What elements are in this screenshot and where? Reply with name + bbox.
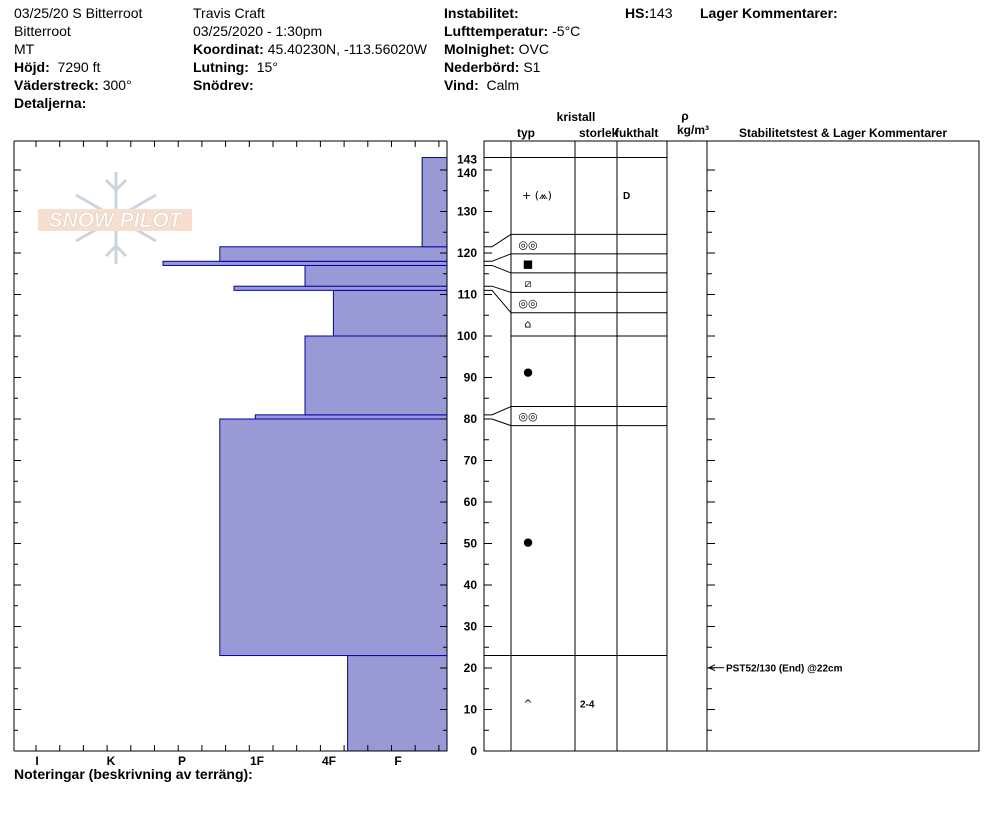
observer-name: Travis Craft (193, 5, 265, 21)
col-moisture: fukthalt (615, 126, 659, 140)
hardness-bar (255, 415, 447, 419)
wind-value: Calm (486, 77, 520, 93)
profile-table-frame (484, 141, 979, 751)
layer-connector (484, 254, 511, 261)
grain-type-label: + (⩕) (522, 188, 552, 202)
y-tick-label: 50 (463, 536, 477, 551)
sky-label: Molnighet: (444, 41, 515, 57)
col-density-unit: kg/m³ (676, 123, 710, 137)
layer-connector (484, 419, 511, 426)
stability-test-label: PST52/130 (End) @22cm (726, 663, 843, 675)
col-crystal: kristall (556, 110, 596, 124)
coord-value: 45.40230N, -113.56020W (267, 41, 427, 57)
aspect-value: 300° (102, 77, 132, 93)
elevation-value: 7290 ft (57, 59, 101, 75)
aspect-label: Väderstreck: (14, 77, 99, 93)
precip-label: Nederbörd: (444, 59, 520, 75)
observation-datetime: 03/25/2020 - 1:30pm (193, 23, 323, 39)
instab-label: Instabilitet: (444, 5, 519, 21)
wind-label: Vind: (444, 77, 479, 93)
drift-label: Snödrev: (193, 77, 254, 93)
hs-label: HS: (625, 5, 650, 21)
grain-type-label: ■ (522, 257, 534, 271)
hardness-bar (220, 247, 447, 262)
x-tick-label: I (35, 754, 39, 768)
y-tick-label: 100 (456, 329, 477, 343)
layer-connector (484, 286, 511, 292)
column-headers (517, 109, 947, 140)
hardness-bar (163, 261, 447, 265)
y-tick-label: 120 (456, 246, 477, 260)
grain-type-label: ● (523, 365, 533, 379)
slope-label: Lutning: (193, 59, 249, 75)
profile-table (484, 141, 979, 751)
hardness-bar (220, 419, 447, 656)
grain-type-label: ◎◎ (518, 296, 538, 310)
layer-connector (484, 265, 511, 272)
layer-connector (484, 407, 511, 415)
snowpilot-logo (38, 172, 192, 264)
layer-connector (484, 234, 511, 246)
col-type: typ (517, 126, 535, 140)
y-tick-label: 90 (463, 370, 477, 385)
precip-value: S1 (523, 59, 541, 75)
moisture-label: D (623, 190, 631, 202)
grain-type-label: ⧄ (524, 276, 532, 290)
x-tick-label: F (394, 754, 402, 768)
x-tick-label: 1F (249, 754, 265, 768)
hardness-bar (333, 290, 447, 336)
coord-label: Koordinat: (193, 41, 264, 57)
y-tick-label: 0 (470, 744, 477, 758)
hardness-bar (422, 158, 447, 247)
hardness-plot (163, 158, 447, 751)
y-tick-label: 10 (463, 702, 477, 717)
elevation-label: Höjd: (14, 59, 50, 75)
grain-type-label: ● (523, 535, 533, 549)
y-tick-label: 40 (463, 578, 477, 592)
y-tick-label: 60 (463, 495, 477, 509)
location-line-3: MT (14, 41, 35, 57)
y-tick-label: 143 (456, 152, 477, 167)
grain-type-label: ◎◎ (518, 410, 538, 424)
slope-value: 15° (256, 59, 278, 75)
hardness-bar (305, 336, 447, 415)
y-tick-label: 70 (463, 453, 477, 468)
layer-comments-label: Lager Kommentarer: (700, 5, 838, 21)
y-tick-label: 30 (463, 619, 477, 634)
hardness-bar (305, 265, 447, 286)
y-tick-label: 110 (457, 287, 477, 302)
col-stability: Stabilitetstest & Lager Kommentarer (738, 126, 948, 140)
grain-type-label: ^ (523, 697, 533, 711)
airtemp-value: -5°C (552, 23, 581, 39)
location-line-2: Bitterroot (14, 23, 71, 39)
grain-type-label: ◎◎ (518, 238, 538, 252)
x-tick-label: K (106, 754, 116, 768)
watermark-text: SNOW PILOT (48, 209, 182, 232)
details-label: Detaljerna: (14, 95, 87, 111)
hardness-bar (348, 656, 447, 751)
terrain-notes-label: Noteringar (beskrivning av terräng): (14, 766, 253, 782)
y-tick-label: 130 (456, 204, 477, 219)
sky-value: OVC (518, 41, 549, 57)
col-size: storlek (579, 126, 619, 140)
grain-type-label: ⌂ (524, 317, 532, 331)
x-tick-label: P (177, 754, 187, 768)
hs-value: 143 (649, 5, 673, 21)
y-tick-label: 20 (463, 661, 477, 675)
airtemp-label: Lufttemperatur: (444, 23, 549, 39)
layer-connector (484, 290, 511, 312)
grain-size-label: 2-4 (580, 699, 595, 711)
hardness-bar (234, 286, 447, 290)
x-tick-label: 4F (321, 754, 337, 768)
col-rho: ρ (681, 109, 689, 123)
y-tick-label: 140 (456, 166, 477, 180)
location-line-1: 03/25/20 S Bitterroot (14, 5, 143, 21)
y-tick-label: 80 (463, 412, 477, 426)
